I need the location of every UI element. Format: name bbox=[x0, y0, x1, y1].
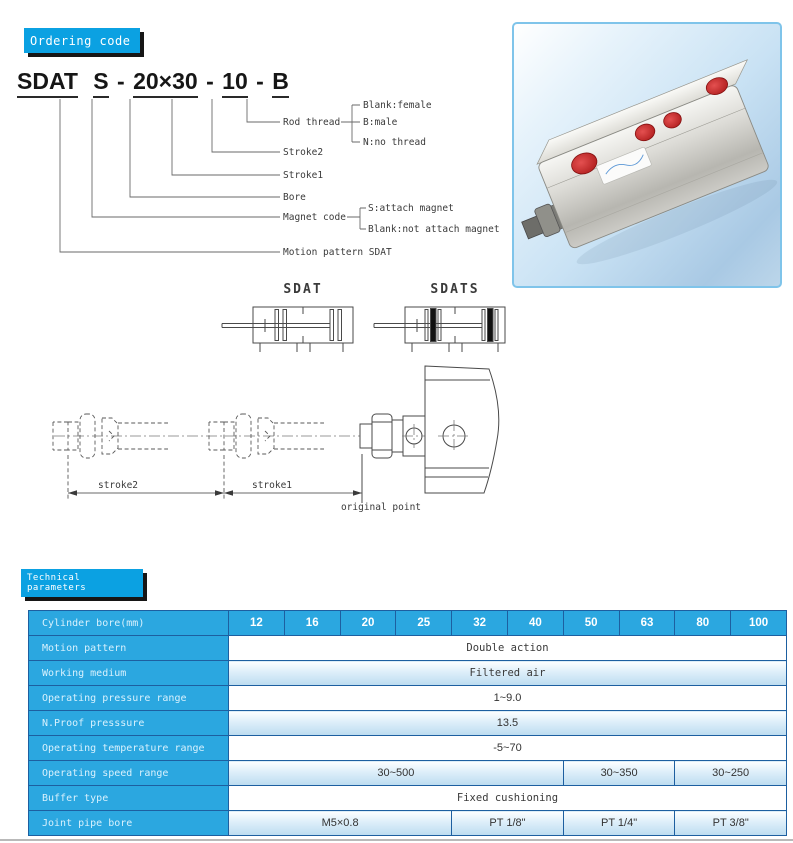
code-segment-motion: SDAT bbox=[17, 68, 78, 98]
table-row-proof-pressure bbox=[29, 711, 787, 736]
label-magnet-option-s: S:attach magnet bbox=[368, 203, 454, 214]
code-dash-2: - bbox=[206, 68, 214, 94]
row-value: PT 3/8" bbox=[675, 811, 787, 836]
magnet-band-2 bbox=[488, 309, 494, 342]
table-row-operating-pressure bbox=[29, 686, 787, 711]
label-bore: Bore bbox=[283, 192, 306, 203]
parameters-table bbox=[28, 610, 787, 836]
table-row-joint-pipe-bore bbox=[29, 811, 787, 836]
row-value: Filtered air bbox=[229, 661, 787, 686]
dimension-label-stroke2: stroke2 bbox=[97, 480, 139, 491]
row-label: Working medium bbox=[29, 661, 229, 686]
row-value: 30~500 bbox=[229, 761, 564, 786]
dimension-label-stroke1: stroke1 bbox=[251, 480, 293, 491]
rod-end-original bbox=[360, 414, 426, 458]
mounting-plate bbox=[425, 366, 499, 493]
table-row-working-medium bbox=[29, 661, 787, 686]
row-value: 13.5 bbox=[229, 711, 787, 736]
row-value: 30~350 bbox=[563, 761, 675, 786]
bore-col-32: 32 bbox=[452, 611, 508, 636]
stroke-dimension-drawing bbox=[40, 360, 530, 520]
label-rod-thread-option-n: N:no thread bbox=[363, 137, 426, 148]
label-rod-thread: Rod thread bbox=[283, 117, 341, 128]
code-dash-1: - bbox=[117, 68, 125, 94]
row-value: Fixed cushioning bbox=[229, 786, 787, 811]
table-row-buffer-type bbox=[29, 786, 787, 811]
row-value: Double action bbox=[229, 636, 787, 661]
row-value: M5×0.8 bbox=[229, 811, 452, 836]
bore-col-80: 80 bbox=[675, 611, 731, 636]
cylinder-illustration bbox=[514, 24, 780, 286]
ordering-code-leader-diagram bbox=[0, 0, 520, 270]
bore-col-12: 12 bbox=[229, 611, 285, 636]
row-value: -5~70 bbox=[229, 736, 787, 761]
row-label: Operating temperature range bbox=[29, 736, 229, 761]
bore-col-20: 20 bbox=[340, 611, 396, 636]
table-header-row bbox=[29, 611, 787, 636]
code-segment-magnet: S bbox=[93, 68, 108, 98]
magnet-band-1 bbox=[431, 309, 437, 342]
label-stroke1: Stroke1 bbox=[283, 170, 324, 181]
schematic-sdats bbox=[374, 307, 505, 352]
label-motion-pattern: Motion pattern SDAT bbox=[283, 247, 392, 258]
schematic-sdat bbox=[222, 307, 353, 352]
bore-col-63: 63 bbox=[619, 611, 675, 636]
table-row-motion-pattern bbox=[29, 636, 787, 661]
label-magnet-code: Magnet code bbox=[283, 212, 346, 223]
ordering-code-badge-label: Ordering code bbox=[30, 33, 131, 48]
bore-col-100: 100 bbox=[731, 611, 787, 636]
label-magnet-option-blank: Blank:not attach magnet bbox=[368, 224, 500, 235]
label-stroke2: Stroke2 bbox=[283, 147, 324, 158]
bore-col-40: 40 bbox=[507, 611, 563, 636]
bore-col-25: 25 bbox=[396, 611, 452, 636]
schematic-label-sdat: SDAT bbox=[283, 282, 323, 297]
schematic-label-sdats: SDATS bbox=[430, 282, 480, 297]
page-bottom-rule bbox=[0, 839, 793, 841]
row-label: Motion pattern bbox=[29, 636, 229, 661]
code-segment-bore-stroke: 20×30 bbox=[133, 68, 198, 98]
code-segment-stroke2: 10 bbox=[222, 68, 248, 98]
table-row-operating-temperature bbox=[29, 736, 787, 761]
row-value: PT 1/4" bbox=[563, 811, 675, 836]
row-value: PT 1/8" bbox=[452, 811, 564, 836]
row-label: Operating speed range bbox=[29, 761, 229, 786]
label-rod-thread-option-blank: Blank:female bbox=[363, 100, 432, 111]
table-row-operating-speed bbox=[29, 761, 787, 786]
row-label: Joint pipe bore bbox=[29, 811, 229, 836]
row-value: 1~9.0 bbox=[229, 686, 787, 711]
bore-col-16: 16 bbox=[284, 611, 340, 636]
code-segment-rod-thread: B bbox=[272, 68, 289, 98]
code-dash-3: - bbox=[256, 68, 264, 94]
row-label: Buffer type bbox=[29, 786, 229, 811]
row-label: Operating pressure range bbox=[29, 686, 229, 711]
product-photo bbox=[512, 22, 782, 288]
row-value: 30~250 bbox=[675, 761, 787, 786]
bore-col-50: 50 bbox=[563, 611, 619, 636]
technical-parameters-badge bbox=[21, 569, 143, 597]
label-rod-thread-option-b: B:male bbox=[363, 117, 398, 128]
technical-parameters-badge-label: Technical parameters bbox=[27, 573, 87, 593]
row-label: N.Proof presssure bbox=[29, 711, 229, 736]
dimension-label-original-point: original point bbox=[340, 502, 422, 513]
schematic-symbols bbox=[205, 280, 515, 368]
header-label-cylinder-bore: Cylinder bore(mm) bbox=[29, 611, 229, 636]
